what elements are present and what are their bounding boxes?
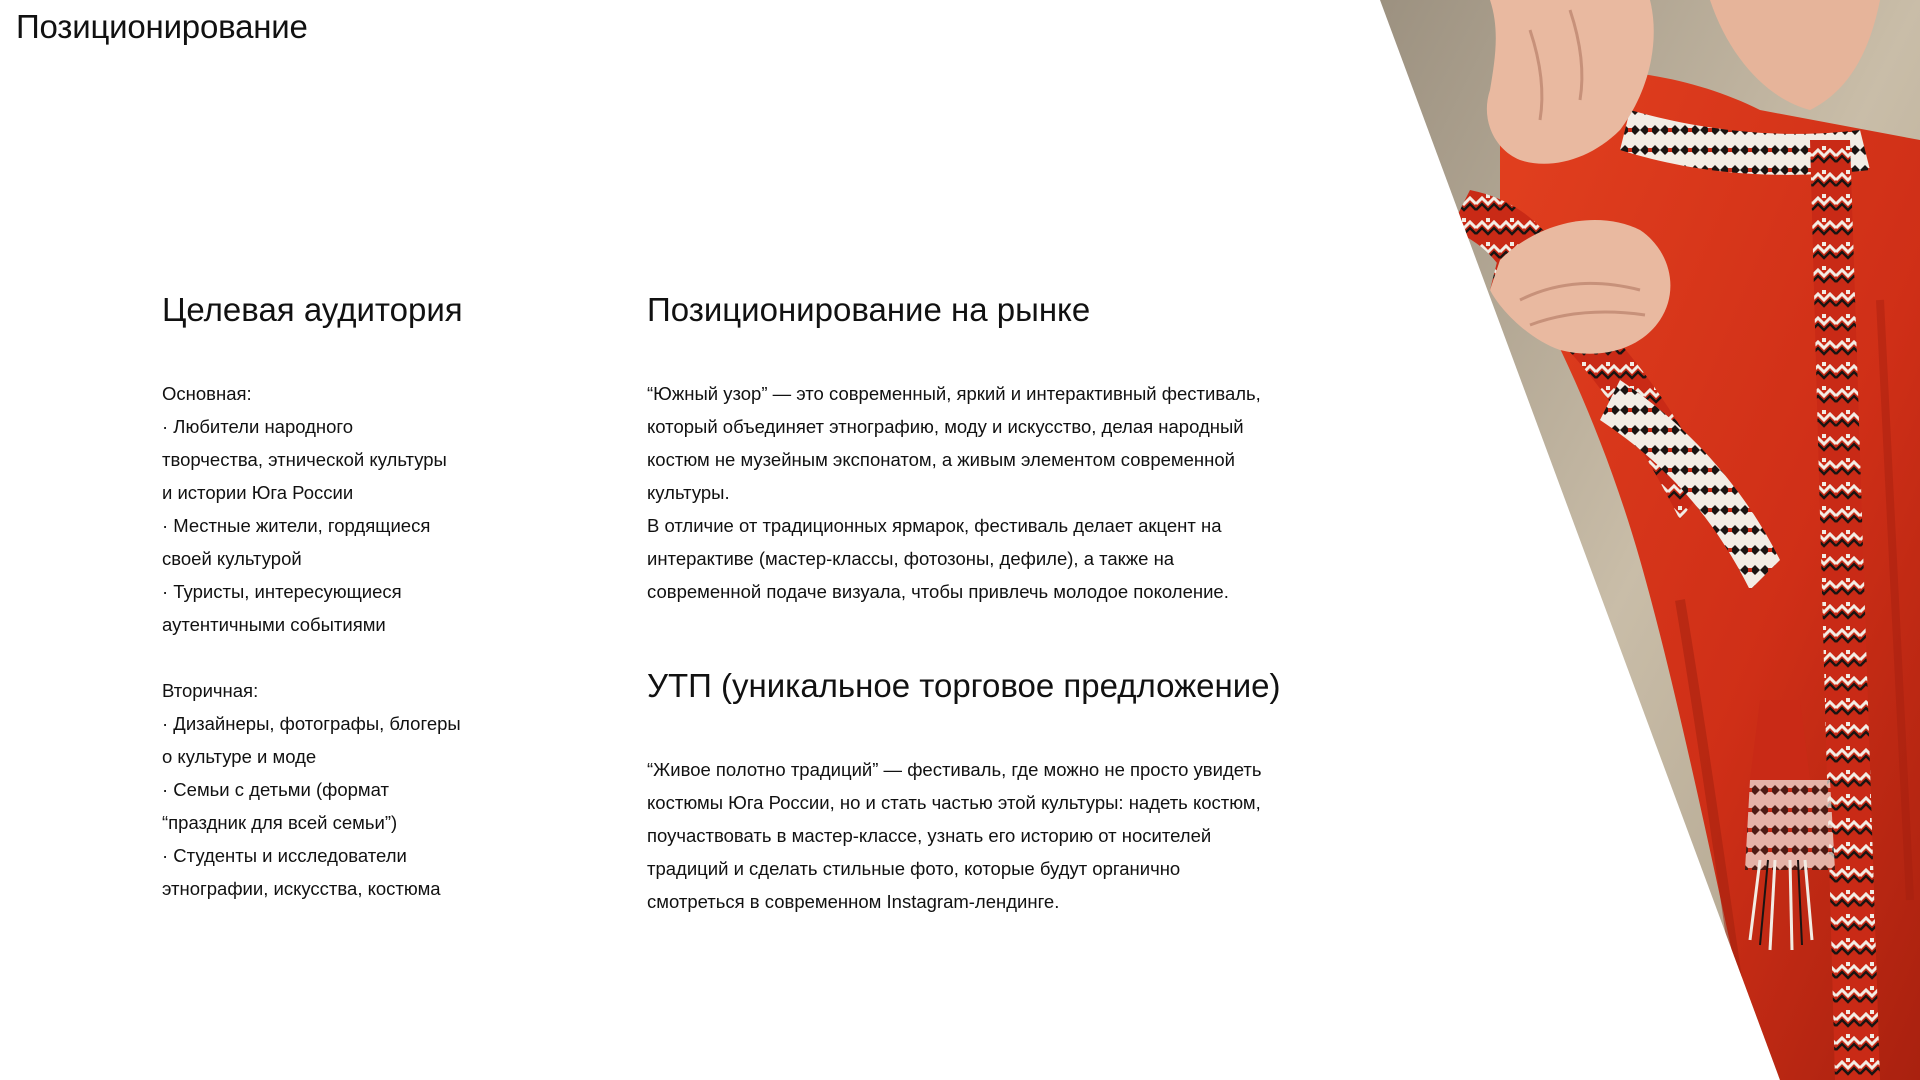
audience-line: · Местные жители, гордящиеся bbox=[162, 515, 431, 536]
audience-line: своей культурой bbox=[162, 548, 302, 569]
positioning-line: современной подаче визуала, чтобы привлечь молодое поколение. bbox=[647, 581, 1229, 602]
positioning-text bbox=[647, 377, 1307, 608]
utp-line: традиций и сделать стильные фото, которые будут органично bbox=[647, 858, 1181, 879]
positioning-line: В отличие от традиционных ярмарок, фестиваль делает акцент на bbox=[647, 515, 1222, 536]
photo-woman-embroidered-dress-icon bbox=[1380, 0, 1920, 1080]
audience-line: о культуре и моде bbox=[162, 746, 317, 767]
audience-line: · Любители народного bbox=[162, 416, 354, 437]
utp-line: поучаствовать в мастер-классе, узнать его историю от носителей bbox=[647, 825, 1212, 846]
positioning-line: “Южный узор” — это современный, яркий и интерактивный фестиваль, bbox=[647, 383, 1261, 404]
positioning-heading: Позиционирование на рынке bbox=[647, 291, 1091, 328]
utp-section bbox=[647, 660, 1307, 918]
audience-spacer bbox=[162, 641, 492, 674]
utp-line: “Живое полотно традиций” — фестиваль, где можно не просто увидеть bbox=[647, 759, 1262, 780]
utp-text bbox=[647, 753, 1307, 918]
utp-line: костюмы Юга России, но и стать частью этой культуры: надеть костюм, bbox=[647, 792, 1261, 813]
audience-line: · Семьи с детьми (формат bbox=[162, 779, 389, 800]
audience-line: этнографии, искусства, костюма bbox=[162, 878, 441, 899]
audience-line: и истории Юга России bbox=[162, 482, 354, 503]
utp-heading: УТП (уникальное торговое предложение) bbox=[647, 667, 1281, 704]
hero-photo bbox=[1380, 0, 1920, 1080]
audience-text bbox=[162, 377, 492, 905]
audience-line: · Студенты и исследователи bbox=[162, 845, 407, 866]
slide-title: Позиционирование bbox=[16, 8, 308, 45]
positioning-column bbox=[647, 284, 1307, 918]
audience-line: аутентичными событиями bbox=[162, 614, 386, 635]
utp-line: смотреться в современном Instagram-лендинге. bbox=[647, 891, 1060, 912]
audience-line: · Дизайнеры, фотографы, блогеры bbox=[162, 713, 461, 734]
audience-line: Вторичная: bbox=[162, 680, 259, 701]
audience-line: творчества, этнической культуры bbox=[162, 449, 447, 470]
positioning-line: интерактиве (мастер-классы, фотозоны, дефиле), а также на bbox=[647, 548, 1175, 569]
positioning-line: который объединяет этнографию, моду и искусство, делая народный bbox=[647, 416, 1244, 437]
audience-line: · Туристы, интересующиеся bbox=[162, 581, 402, 602]
audience-heading: Целевая аудитория bbox=[162, 291, 463, 328]
positioning-line: культуры. bbox=[647, 482, 730, 503]
audience-line: Основная: bbox=[162, 383, 252, 404]
positioning-line: костюм не музейным экспонатом, а живым элементом современной bbox=[647, 449, 1235, 470]
audience-column bbox=[162, 284, 492, 905]
audience-line: “праздник для всей семьи”) bbox=[162, 812, 398, 833]
